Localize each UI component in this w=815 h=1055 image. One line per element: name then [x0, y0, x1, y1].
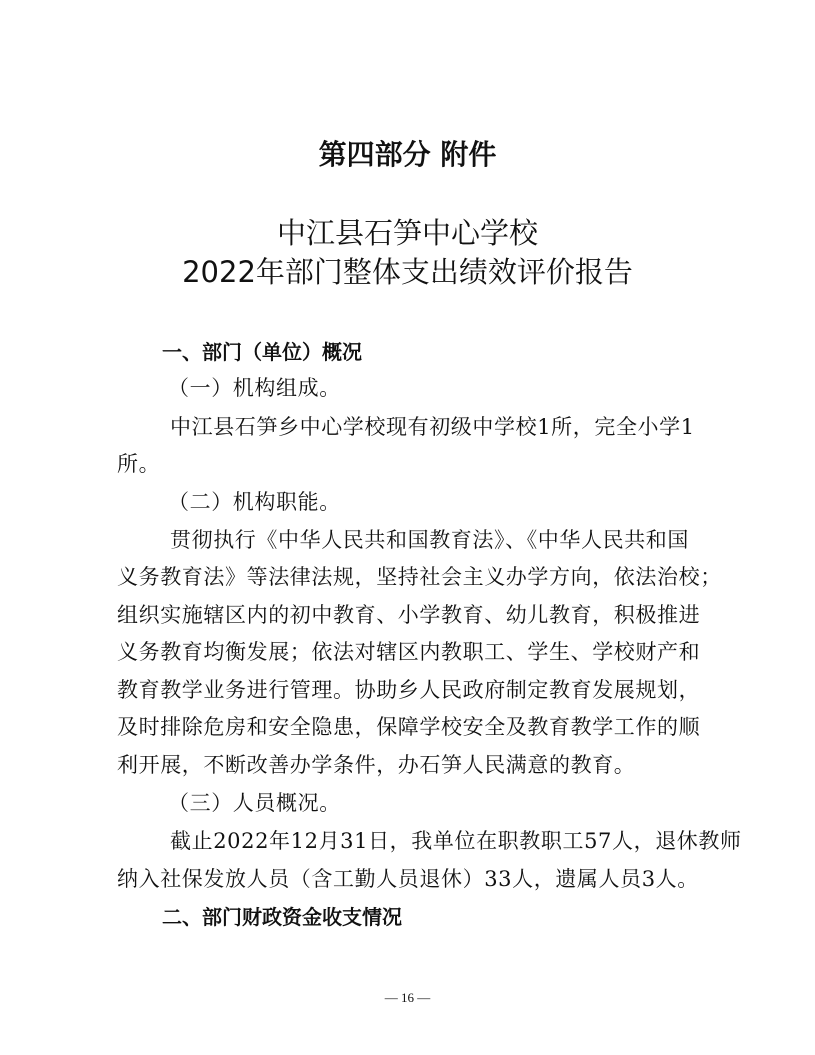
paragraph-line: 所。 — [117, 452, 161, 476]
subsection3-heading: （三）人员概况。 — [168, 791, 341, 815]
section2-heading: 二、部门财政资金收支情况 — [162, 905, 402, 929]
paragraph-line: 及时排除危房和安全隐患，保障学校安全及教育教学工作的顺 — [117, 715, 701, 739]
paragraph-line: 纳入社保发放人员（含工勤人员退休）33人，遗属人员3人。 — [117, 867, 699, 891]
paragraph-line: 义务教育均衡发展；依法对辖区内教职工、学生、学校财产和 — [117, 640, 701, 664]
paragraph-line: 利开展，不断改善办学条件，办石笋人民满意的教育。 — [117, 753, 636, 777]
report-title-line1: 中江县石笋中心学校 — [276, 216, 538, 250]
paragraph-line: 贯彻执行《中华人民共和国教育法》、《中华人民共和国 — [170, 528, 689, 552]
subsection1-heading: （一）机构组成。 — [168, 376, 341, 400]
part-title: 第四部分 附件 — [318, 138, 497, 171]
page-number: — 16 — — [384, 990, 431, 1005]
section1-heading: 一、部门（单位）概况 — [162, 340, 362, 364]
paragraph-line: 组织实施辖区内的初中教育、小学教育、幼儿教育，积极推进 — [117, 603, 701, 627]
paragraph-line: 教育教学业务进行管理。协助乡人民政府制定教育发展规划， — [117, 678, 701, 702]
paragraph-line: 中江县石笋乡中心学校现有初级中学校1所，完全小学1 — [170, 415, 695, 439]
subsection2-heading: （二）机构职能。 — [168, 490, 341, 514]
report-title-line2: 2022年部门整体支出绩效评价报告 — [182, 255, 633, 289]
paragraph-line: 义务教育法》等法律法规，坚持社会主义办学方向，依法治校； — [117, 565, 722, 589]
paragraph-line: 截止2022年12月31日，我单位在职教职工57人，退休教师 — [170, 829, 742, 853]
